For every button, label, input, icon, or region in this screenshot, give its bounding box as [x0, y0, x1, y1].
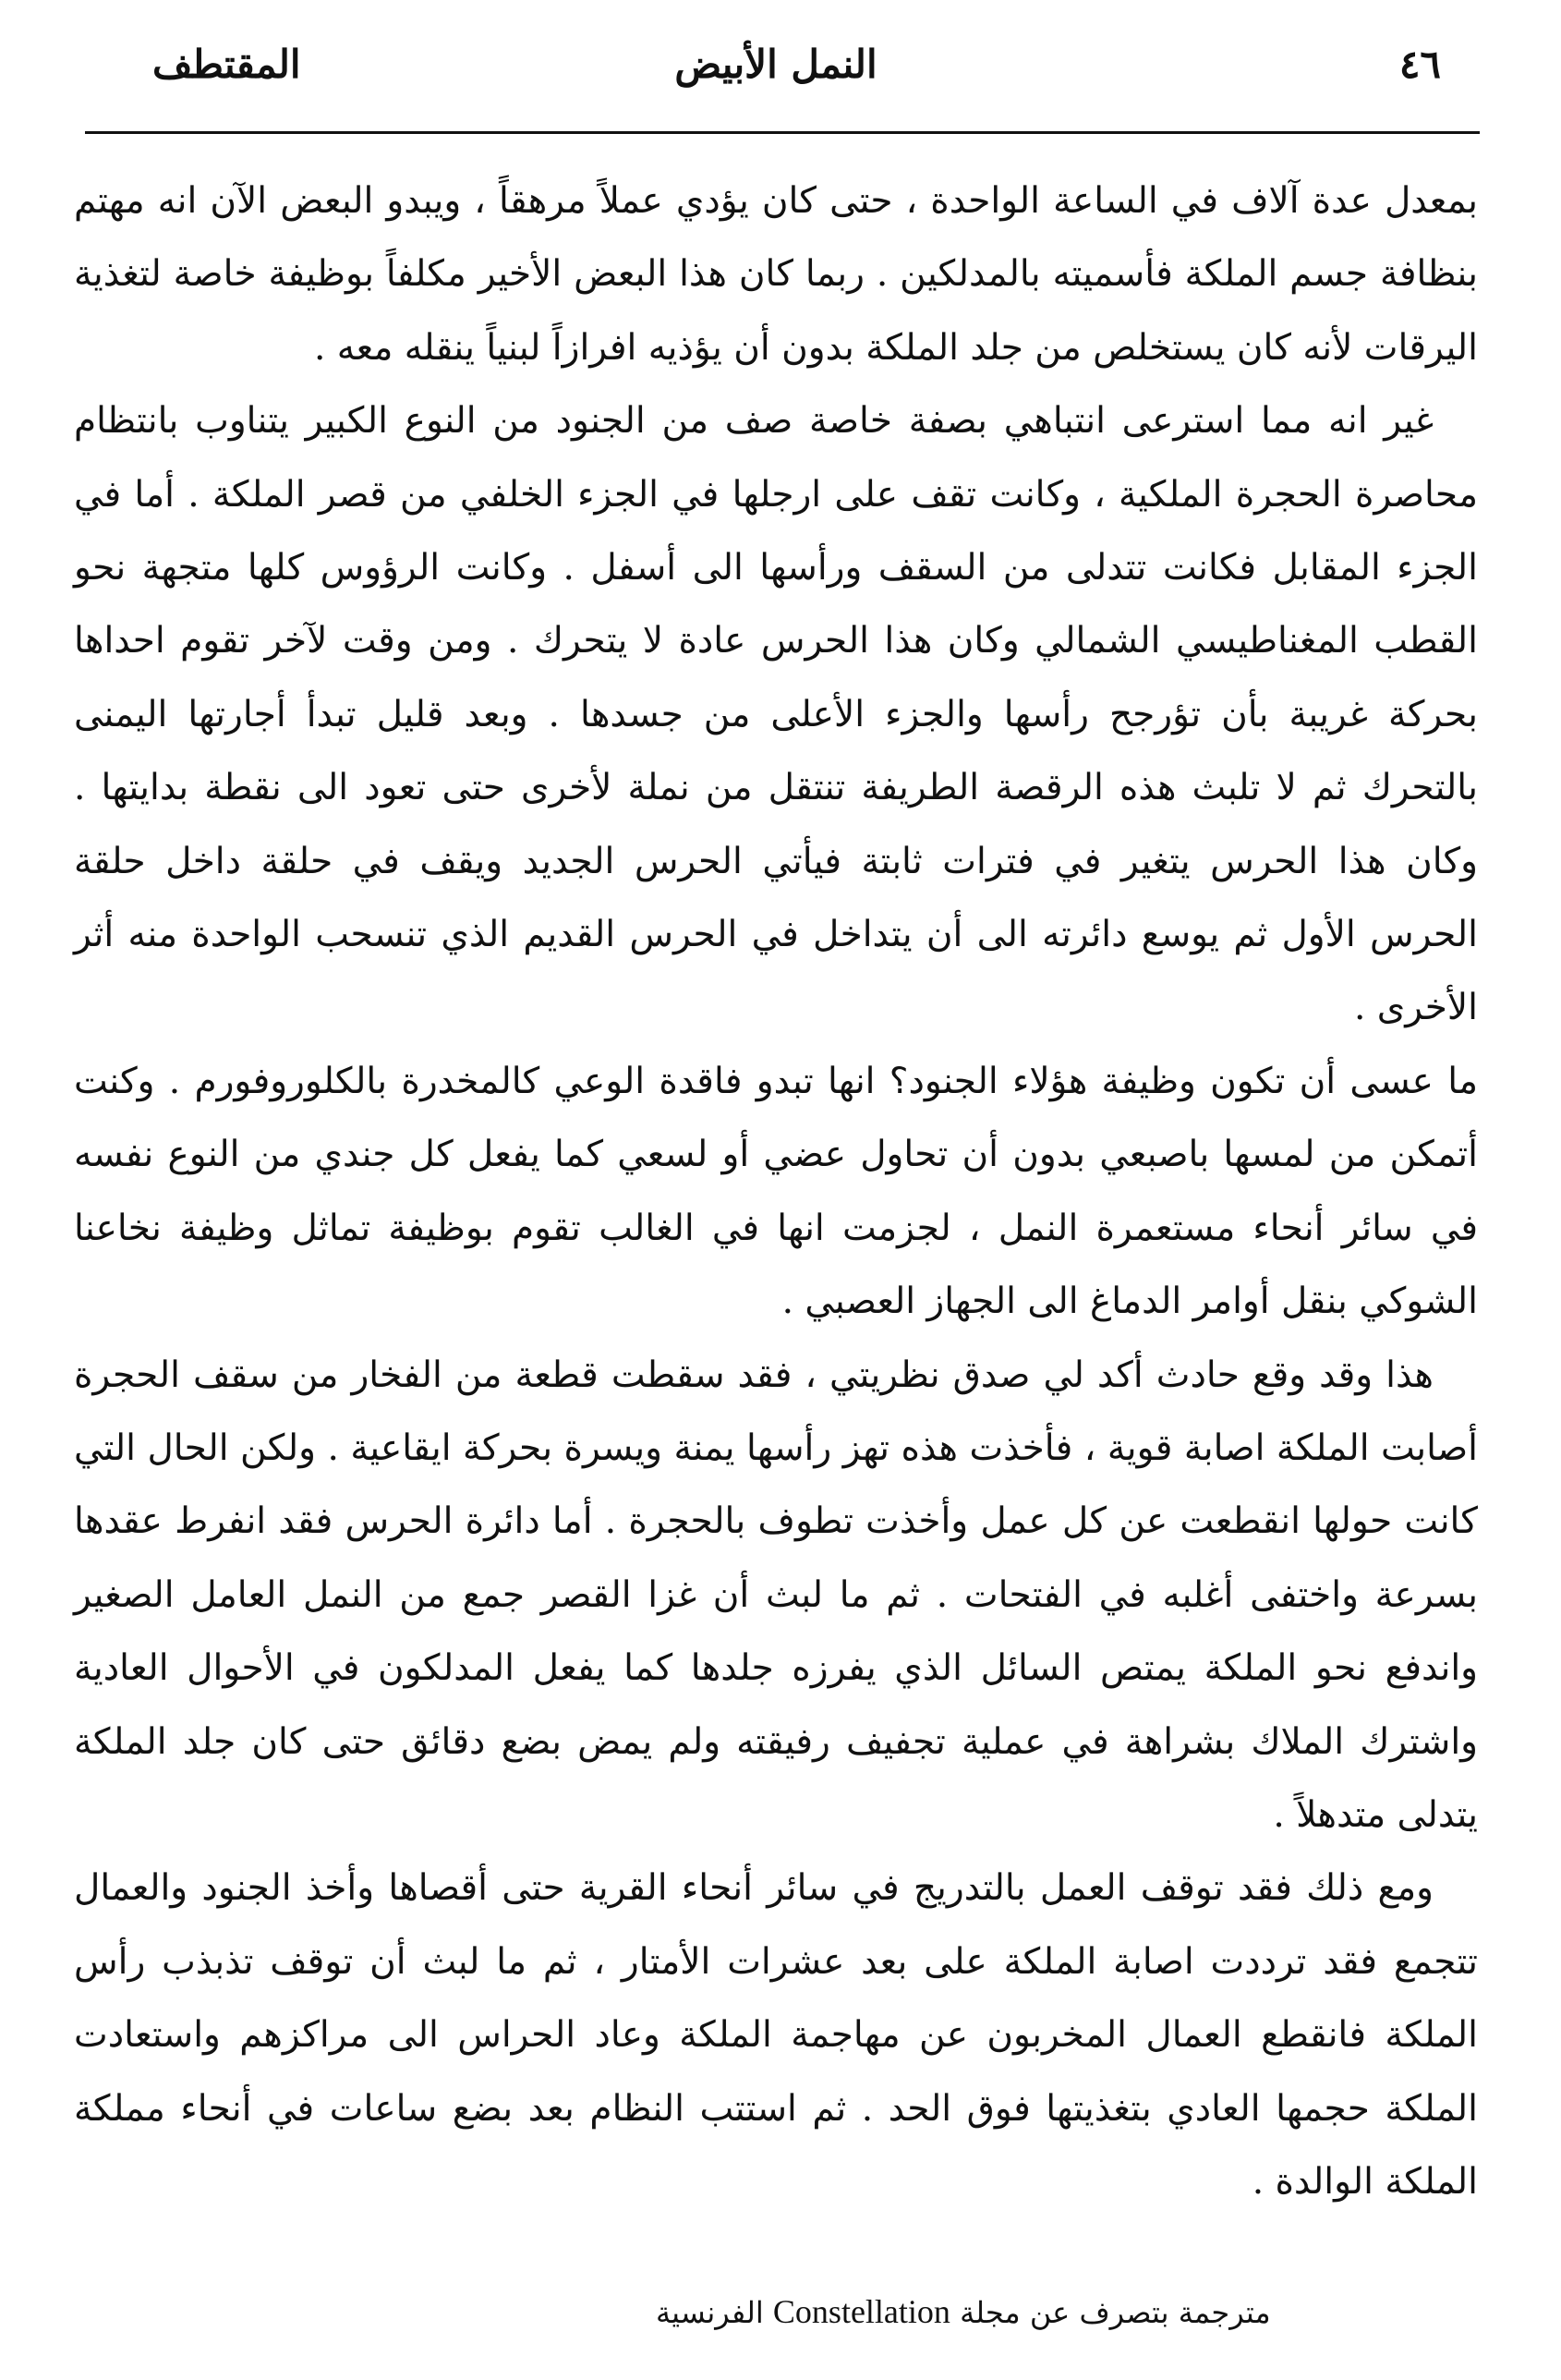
paragraph-3: ما عسى أن تكون وظيفة هؤلاء الجنود؟ انها تبدو فاقدة الوعي كالمخدرة بالكلوروفورم . وكنت أتمكن من لمسها باصبعي بدون أن تحاول عضي أو لسعي كما يفعل كل جندي من النوع نفسه في سائر أنحاء مستعمرة النمل ، لجزمت انها في الغالب تقوم بوظيفة تماثل وظيفة نخاعنا الشوكي بنقل أوامر الدماغ الى الجهاز العصبي . [74, 1060, 1478, 1323]
page-header [65, 28, 1487, 102]
running-title: النمل الأبيض [674, 42, 877, 87]
magazine-name: Constellation [772, 2293, 950, 2330]
page-number: ٤٦ [1398, 42, 1441, 87]
paragraph-2: غير انه مما استرعى انتباهي بصفة خاصة صف من الجنود من النوع الكبير يتناوب بانتظام محاصرة الحجرة الملكية ، وكانت تقف على ارجلها في الجزء الخلفي من قصر الملكة . أما في الجزء المقابل فكانت تتدلى من السقف ورأسها الى أسفل . وكانت الرؤوس كلها متجهة نحو القطب المغناطيسي الشمالي وكان هذا الحرس عادة لا يتحرك . ومن وقت لآخر تقوم احداها بحركة غريبة بأن تؤرجح رأسها والجزء الأعلى من جسدها . وبعد قليل تبدأ أجارتها اليمنى بالتحرك ثم لا تلبث هذه الرقصة الطريفة تنتقل من نملة لأخرى حتى تعود الى نقطة بدايتها . وكان هذا الحرس يتغير في فترات ثابتة فيأتي الحرس الجديد ويقف في حلقة داخل حلقة الحرس الأول ثم يوسع دائرته الى أن يتداخل في الحرس القديم الذي تنسحب الواحدة منه أثر الأخرى . [74, 400, 1478, 1029]
article-body [74, 164, 1478, 2218]
header-rule [85, 131, 1480, 134]
translation-note-suffix: الفرنسية [656, 2295, 764, 2330]
paragraph-5: ومع ذلك فقد توقف العمل بالتدريج في سائر أنحاء القرية حتى أقصاها وأخذ الجنود والعمال تتجمع فقد ترددت اصابة الملكة على بعد عشرات الأمتار ، ثم ما لبث أن توقف تذبذب رأس الملكة فانقطع العمال المخربون عن مهاجمة الملكة وعاد الحراس الى مراكزهم واستعادت الملكة حجمها العادي بتغذيتها فوق الحد . ثم استتب النظام بعد بضع ساعات في أنحاء مملكة الملكة الوالدة . [74, 1867, 1478, 2203]
paragraph-4: هذا وقد وقع حادث أكد لي صدق نظريتي ، فقد سقطت قطعة من الفخار من سقف الحجرة أصابت الملكة اصابة قوية ، فأخذت هذه تهز رأسها يمنة ويسرة بحركة ايقاعية . ولكن الحال التي كانت حولها انقطعت عن كل عمل وأخذت تطوف بالحجرة . أما دائرة الحرس فقد انفرط عقدها بسرعة واختفى أغلبه في الفتحات . ثم ما لبث أن غزا القصر جمع من النمل العامل الصغير واندفع نحو الملكة يمتص السائل الذي يفرزه جلدها كما يفعل المدلكون في الأحوال العادية واشترك الملاك بشراهة في عملية تجفيف رفيقته ولم يمض بضع دقائق حتى كان جلد الملكة يتدلى متدهلاً . [74, 1354, 1478, 1836]
paragraph-1: بمعدل عدة آلاف في الساعة الواحدة ، حتى كان يؤدي عملاً مرهقاً ، ويبدو البعض الآن انه مهتم بنظافة جسم الملكة فأسميته بالمدلكين . ربما كان هذا البعض الأخير مكلفاً بوظيفة خاصة لتغذية اليرقات لأنه كان يستخلص من جلد الملكة بدون أن يؤذيه افرازاً لبنياً ينقله معه . [74, 180, 1478, 369]
journal-name: المقتطف [152, 42, 301, 87]
translation-note [656, 2289, 1271, 2335]
translation-note-prefix: مترجمة بتصرف عن مجلة [960, 2295, 1271, 2330]
document-page [65, 28, 1487, 2356]
